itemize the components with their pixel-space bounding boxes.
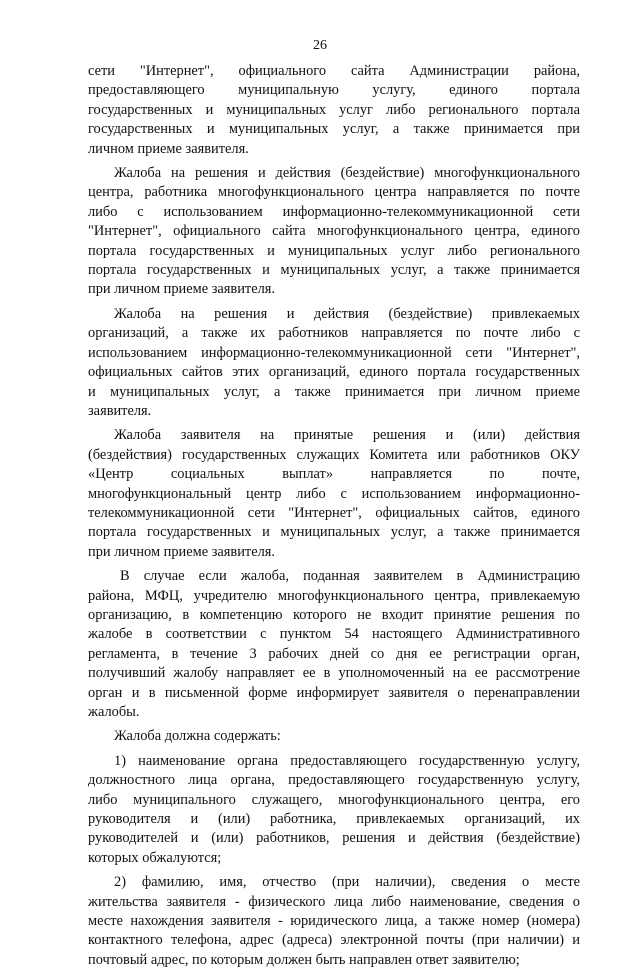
text-line: организаций, а также их работников направляется по почте либо с [88, 325, 580, 342]
text-line: портала государственных и муниципальных услуг, а также принимается [88, 524, 580, 541]
paragraph-item-1 [88, 752, 580, 868]
text-line: при личном приеме заявителя. [88, 543, 275, 560]
text-line: 1) наименование органа предоставляющего государственную услугу, [114, 752, 580, 769]
text-line: 2) фамилию, имя, отчество (при наличии), сведения о месте [114, 874, 580, 891]
text-line: "Интернет", официального сайта многофункционального центра, единого [88, 223, 580, 240]
text-line: портала государственных и муниципальных услуг, а также принимается [88, 262, 580, 279]
text-line: должностного лица органа, предоставляющего государственную услугу, [88, 772, 580, 789]
text-line: жительства заявителя - физического лица либо наименование, сведения о [88, 893, 580, 910]
text-line: Жалоба на решения и действия (бездействие) привлекаемых [114, 305, 580, 322]
paragraph-complaint-contents-heading [88, 727, 580, 746]
text-line: Жалоба на решения и действия (бездействие) многофункционального [114, 165, 580, 182]
page-number: 26 [313, 38, 327, 53]
text-line: месте нахождения заявителя - юридического лица, а также номер (номера) [88, 913, 580, 930]
paragraph-organizations-complaint [88, 305, 580, 421]
text-line: официальных сайтов этих организаций, единого портала государственных [88, 364, 580, 381]
text-line: заявителя. [88, 402, 152, 419]
paragraph-mfc-complaint [88, 164, 580, 300]
paragraph-item-2 [88, 873, 580, 970]
paragraph-continuation [88, 62, 580, 159]
document-body [88, 62, 580, 970]
text-line: почтовый адрес, по которым должен быть направлен ответ заявителю; [88, 951, 520, 968]
text-line: личном приеме заявителя. [88, 140, 249, 157]
text-line: района, МФЦ, учредителю многофункционального центра, привлекаемую [88, 587, 580, 604]
text-line: государственных и муниципальных услуг, а также принимается при [88, 121, 580, 138]
text-line: и муниципальных услуг, а также принимается при личном приеме [88, 383, 580, 400]
text-line: которых обжалуются; [88, 849, 222, 866]
text-line: (бездействия) государственных служащих Комитета или работников ОКУ [88, 446, 580, 463]
text-line: В случае если жалоба, поданная заявителем в Администрацию [120, 568, 580, 585]
text-line: Жалоба должна содержать: [114, 728, 281, 745]
text-line: государственных и муниципальных услуг либо регионального портала [88, 101, 580, 118]
text-line: предоставляющего муниципальную услугу, единого портала [88, 82, 580, 99]
text-line: руководителей и (или) работников, решения и действия (бездействие) [88, 830, 580, 847]
text-line: получивший жалобу направляет ее в уполномоченный на ее рассмотрение [88, 665, 580, 682]
text-line: центра, работника многофункционального центра направляется по почте [88, 184, 580, 201]
text-line: при личном приеме заявителя. [88, 281, 275, 298]
text-line: либо с использованием информационно-телекоммуникационной сети [88, 203, 580, 220]
paragraph-redirect-complaint [88, 567, 580, 722]
text-line: организацию, в компетенцию которого не входит принятие решения по [88, 606, 580, 623]
text-line: «Центр социальных выплат» направляется по почте, [88, 466, 580, 483]
text-line: руководителя и (или) работника, привлекаемых организаций, их [88, 811, 580, 828]
text-line: либо муниципального служащего, многофункционального центра, его [88, 791, 580, 808]
text-line: орган и в письменной форме информирует заявителя о перенаправлении [88, 684, 580, 701]
text-line: портала государственных и муниципальных услуг либо регионального [88, 242, 580, 259]
text-line: жалобе в соответствии с пунктом 54 настоящего Административного [88, 626, 580, 643]
text-line: многофункциональный центр либо с использованием информационно- [88, 485, 580, 502]
text-line: телекоммуникационной сети "Интернет", официальных сайтов, единого [88, 504, 580, 521]
text-line: жалобы. [88, 704, 140, 720]
text-line: Жалоба заявителя на принятые решения и (или) действия [114, 427, 580, 444]
text-line: контактного телефона, адрес (адреса) электронной почты (при наличии) и [88, 932, 580, 949]
text-line: использованием информационно-телекоммуникационной сети "Интернет", [88, 344, 580, 361]
text-line: регламента, в течение 3 рабочих дней со дня ее регистрации орган, [88, 645, 580, 662]
text-line: сети "Интернет", официального сайта Администрации района, [88, 63, 580, 79]
paragraph-committee-complaint [88, 426, 580, 562]
